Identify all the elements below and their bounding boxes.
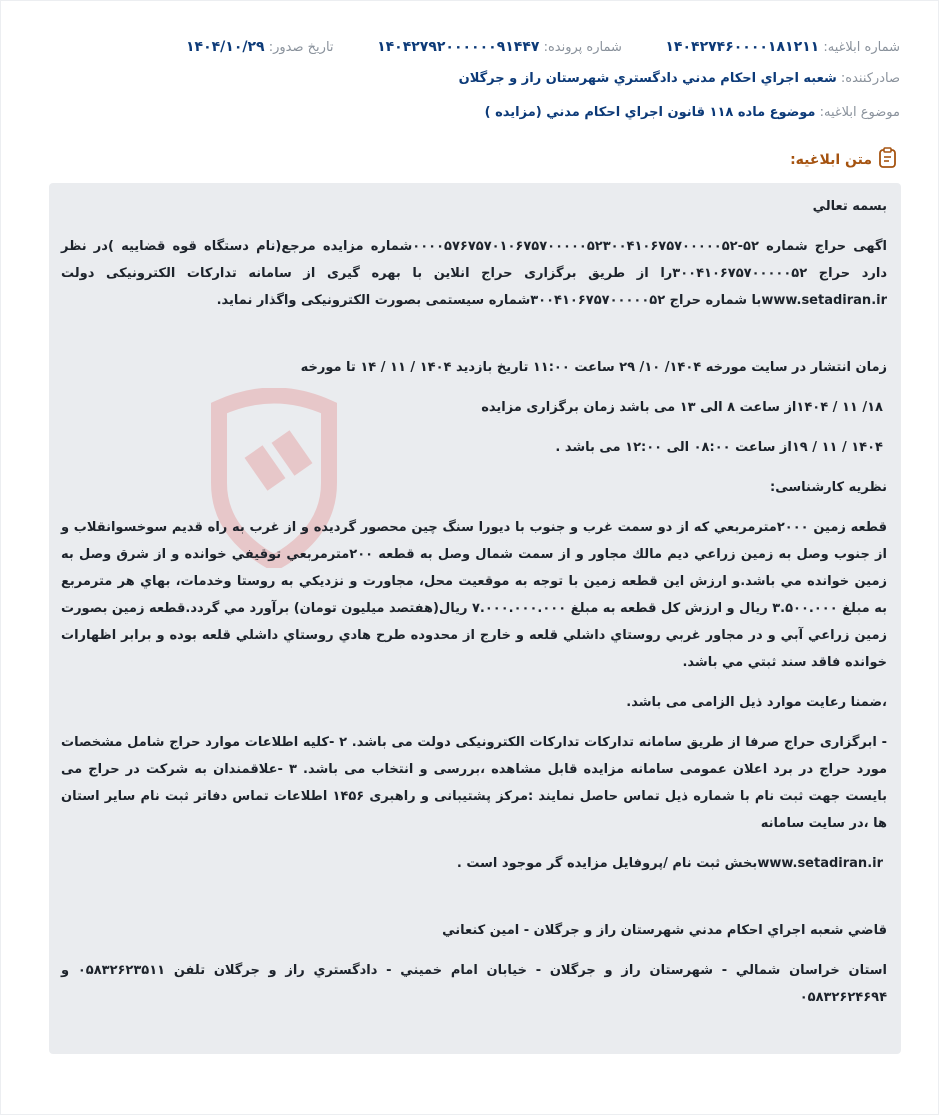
notice-number [665,39,900,55]
case-number [377,39,622,55]
expert-opinion: قطعه زمین ۲۰۰۰مترمربعي كه از دو سمت غرب و جنوب با ديورا سنگ چين محصور گرديده و از غرب به راه قديم سوخسوانقلاب و از جنوب وصل به زمين زراعي ديم مالك مجاور و از سمت شمال وصل به قطعه ۲۰۰مترمربعي توقيفي خوانده و از شرق وصل به زمين خوانده مي باشد.و ارزش اين قطعه زمين با توجه به موقعيت محل، مجاورت و نزديكي به روستا وخدمات، بهاي هر مترمربع به مبلغ ۳.۵۰۰.۰۰۰ ريال و ارزش كل قطعه به مبلغ ۷.۰۰۰.۰۰۰.۰۰۰ ريال(هفتصد ميليون تومان) برآورد مي گردد.قطعه زمين بصورت زمين زراعي آبي و در مجاور غربي روستاي داشلي قلعه و خارج از محدوده طرح هادي روستاي داشلي قلعه بوده و برابر اظهارات خوانده فاقد سند ثبتي مي باشد. [61,520,887,670]
issuer-value: شعبه اجراي احكام مدني دادگستري شهرستان راز و جرگلان [458,71,837,86]
subject-value: موضوع ماده ۱۱۸ قانون اجراي احكام مدني (مزايده ) [484,105,816,120]
notice-body [49,183,901,1054]
requirements: - ابرگزاری حراج صرفا از طریق سامانه تدارکات تدارکات الکترونیکی دولت می باشد. ۲ -کلیه اطلاعات موارد حراج شامل مشخصات مورد حراج در برد اعلان عمومی سامانه مزایده قابل مشاهده ،بررسی و انتخاب می باشد. ۳ -علاقمندان به شرکت در حراج می بایست جهت ثبت نام با شماره ذیل تماس حاصل نمایند :مرکز پشتیبانی و راهبری ۱۴۵۶ اطلاعات تماس دفاتر ثبت نام سایر استان ها ،در سایت سامانه [61,735,887,831]
issuer [49,69,900,89]
expert-opinion-heading: نظریه کارشناسی: [770,480,887,495]
subject-label: موضوع ابلاغیه: [819,105,900,120]
requirements-heading: ،ضمنا رعایت موارد ذیل الزامی می باشد. [626,695,887,710]
document-icon [878,147,898,173]
notice-number-label: شماره ابلاغیه: [823,40,900,55]
section-header [49,147,898,173]
case-number-value: ۱۴۰۴۲۷۹۲۰۰۰۰۰۰۹۱۴۴۷ [377,39,540,55]
registration-note: www.setadiran.irبخش ثبت نام /پروفایل مزایده گر موجود است . [456,856,883,871]
notice-number-value: ۱۴۰۴۲۷۴۶۰۰۰۰۱۸۱۲۱۱ [665,39,820,55]
visit-time: ۱۸/ ۱۱ / ۱۴۰۴از ساعت ۸ الی ۱۳ می باشد زمان برگزاری مزایده [481,400,883,415]
court-address: استان خراسان شمالي - شهرستان راز و جرگلان - خيابان امام خميني - دادگستري راز و جرگلان تلفن ۰۵۸۳۲۶۲۳۵۱۱ و ۰۵۸۳۲۶۲۴۶۹۴ [61,963,888,1005]
header-meta-row [186,39,900,55]
issue-date [186,39,334,55]
publish-time: زمان انتشار در سایت مورخه ۱۴۰۴/ ۱۰/ ۲۹ ساعت ۱۱:۰۰ تاریخ بازدید ۱۴۰۴ / ۱۱ / ۱۴ تا مورخه [300,360,887,375]
judge-signature: قاضي شعبه اجراي احكام مدني شهرستان راز و جرگلان - امين كنعاني [442,923,887,938]
issue-date-value: ۱۴۰۴/۱۰/۲۹ [186,39,265,55]
auction-announcement: اگهی حراج شماره ۵۲-۰۰۰۰۵۷۶۷۵۷۰۱۰۶۷۵۷۰۰۰۰۰۵۲۳۰۰۴۱۰۶۷۵۷۰۰۰۰۰۵۲شماره مزایده مرجع(نام دستگاه قوه قضاییه )در نظر دارد حراج ۳۰۰۴۱۰۶۷۵۷۰۰۰۰۰۵۲را از طریق برگزاری حراج انلاین با بهره گیری از سامانه تدارکات الکترونیکی دولت www.setadiran.irبا شماره حراج ۳۰۰۴۱۰۶۷۵۷۰۰۰۰۰۵۲شماره سیستمی بصورت الکترونیکی واگذار نماید. [61,239,887,308]
issue-date-label: تاریخ صدور: [268,40,334,55]
case-number-label: شماره پرونده: [543,40,622,55]
subject [49,103,900,123]
section-title: متن ابلاغیه: [790,152,872,168]
auction-time: ۱۴۰۴ / ۱۱ / ۱۹از ساعت ۰۸:۰۰ الی ۱۲:۰۰ می باشد . [555,440,883,455]
salutation: بسمه تعالي [812,199,887,214]
issuer-label: صادرکننده: [840,71,900,86]
